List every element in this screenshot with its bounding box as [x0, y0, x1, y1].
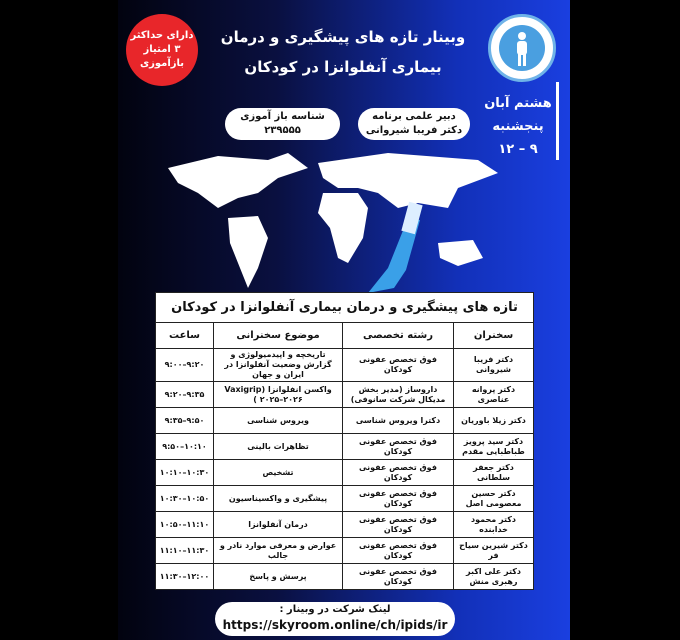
society-logo — [488, 14, 556, 82]
speaker-cell: دکتر زیلا باوریان — [454, 408, 534, 434]
table-row — [156, 408, 534, 434]
header-speaker: سخنران — [454, 323, 534, 349]
webinar-poster — [118, 0, 570, 640]
title-line-1: وبینار تازه های پیشگیری و درمان — [220, 28, 466, 46]
time-cell: ۹:۲۰–۹:۳۵ — [156, 382, 214, 408]
divider — [556, 82, 559, 160]
topic-cell: تظاهرات بالینی — [214, 434, 343, 460]
badge-line: دارای حداکثر — [130, 30, 194, 41]
time-cell: ۱۱:۱۰–۱۱:۳۰ — [156, 538, 214, 564]
time-cell: ۹:۵۰–۱۰:۱۰ — [156, 434, 214, 460]
cme-code-pill — [225, 108, 340, 140]
field-cell: دکترا ویروس شناسی — [343, 408, 454, 434]
schedule-table — [155, 292, 534, 590]
speaker-cell: دکتر حسین معصومی اصل — [454, 486, 534, 512]
topic-cell: پرسش و پاسخ — [214, 564, 343, 590]
speaker-cell: دکتر فریبا شیروانی — [454, 349, 534, 382]
table-row — [156, 349, 534, 382]
table-row — [156, 564, 534, 590]
topic-cell: درمان آنفلوانزا — [214, 512, 343, 538]
field-cell: فوق تخصص عفونی کودکان — [343, 460, 454, 486]
date-time: ۹ – ۱۲ — [498, 142, 538, 157]
date-weekday: پنجشنبه — [492, 119, 544, 134]
time-cell: ۱۱:۳۰–۱۲:۰۰ — [156, 564, 214, 590]
topic-cell: واکسن انفلوانزا (Vaxigrip ۲۰۲۵–۲۰۲۶ ) — [214, 382, 343, 408]
speaker-cell: دکتر محمود خدابنده — [454, 512, 534, 538]
cme-points-badge — [126, 14, 198, 86]
field-cell: فوق تخصص عفونی کودکان — [343, 538, 454, 564]
field-cell: فوق تخصص عفونی کودکان — [343, 349, 454, 382]
topic-cell: تاریخچه و اپیدمیولوژی و گزارش وضعیت آنفلوانزا در ایران و جهان — [214, 349, 343, 382]
time-cell: ۱۰:۱۰–۱۰:۳۰ — [156, 460, 214, 486]
table-row — [156, 538, 534, 564]
scientific-secretary-pill — [358, 108, 470, 140]
header-topic: موضوع سخنرانی — [214, 323, 343, 349]
title-line-2: بیماری آنفلوانزا در کودکان — [244, 58, 442, 76]
secretary-name: دکتر فریبا شیروانی — [365, 125, 463, 136]
world-map-illustration — [158, 148, 508, 293]
table-row — [156, 512, 534, 538]
header-field: رشته تخصصی — [343, 323, 454, 349]
secretary-label: دبیر علمی برنامه — [372, 111, 456, 122]
table-row — [156, 434, 534, 460]
table-row — [156, 382, 534, 408]
field-cell: فوق تخصص عفونی کودکان — [343, 512, 454, 538]
time-cell: ۱۰:۳۰–۱۰:۵۰ — [156, 486, 214, 512]
badge-line: ۳ امتیاز — [143, 44, 181, 55]
header-time: ساعت — [156, 323, 214, 349]
speaker-cell: دکتر جعفر سلطانی — [454, 460, 534, 486]
field-cell: فوق تخصص عفونی کودکان — [343, 434, 454, 460]
time-cell: ۹:۰۰–۹:۲۰ — [156, 349, 214, 382]
field-cell: فوق تخصص عفونی کودکان — [343, 486, 454, 512]
link-label: لینک شرکت در وبینار : — [279, 604, 391, 615]
topic-cell: عوارض و معرفی موارد نادر و جالب — [214, 538, 343, 564]
date-day: هشتم آبان — [484, 96, 552, 111]
time-cell: ۹:۳۵–۹:۵۰ — [156, 408, 214, 434]
topic-cell: ویروس شناسی — [214, 408, 343, 434]
speaker-cell: دکتر شیرین سیاح فر — [454, 538, 534, 564]
table-row — [156, 486, 534, 512]
topic-cell: تشخیص — [214, 460, 343, 486]
field-cell: فوق تخصص عفونی کودکان — [343, 564, 454, 590]
badge-line: بازآموزی — [139, 58, 185, 69]
table-row — [156, 460, 534, 486]
topic-cell: پیشگیری و واکسیناسیون — [214, 486, 343, 512]
poster-title — [208, 22, 478, 82]
table-title: تازه های پیشگیری و درمان بیماری آنفلوانزا در کودکان — [156, 293, 534, 323]
webinar-link-pill[interactable] — [215, 602, 455, 636]
webinar-url[interactable]: https://skyroom.online/ch/ipids/ir — [222, 618, 448, 632]
speaker-cell: دکتر علی اکبر رهبری منش — [454, 564, 534, 590]
cme-label: شناسه باز آموزی — [240, 111, 325, 122]
cme-code: ۲۳۹۵۵۵ — [264, 125, 301, 136]
time-cell: ۱۰:۵۰–۱۱:۱۰ — [156, 512, 214, 538]
speaker-cell: دکتر پروانه عناصری — [454, 382, 534, 408]
field-cell: داروساز (مدیر بخش مدیکال شرکت سانوفی) — [343, 382, 454, 408]
speaker-cell: دکتر سید پرویز طباطبایی مقدم — [454, 434, 534, 460]
